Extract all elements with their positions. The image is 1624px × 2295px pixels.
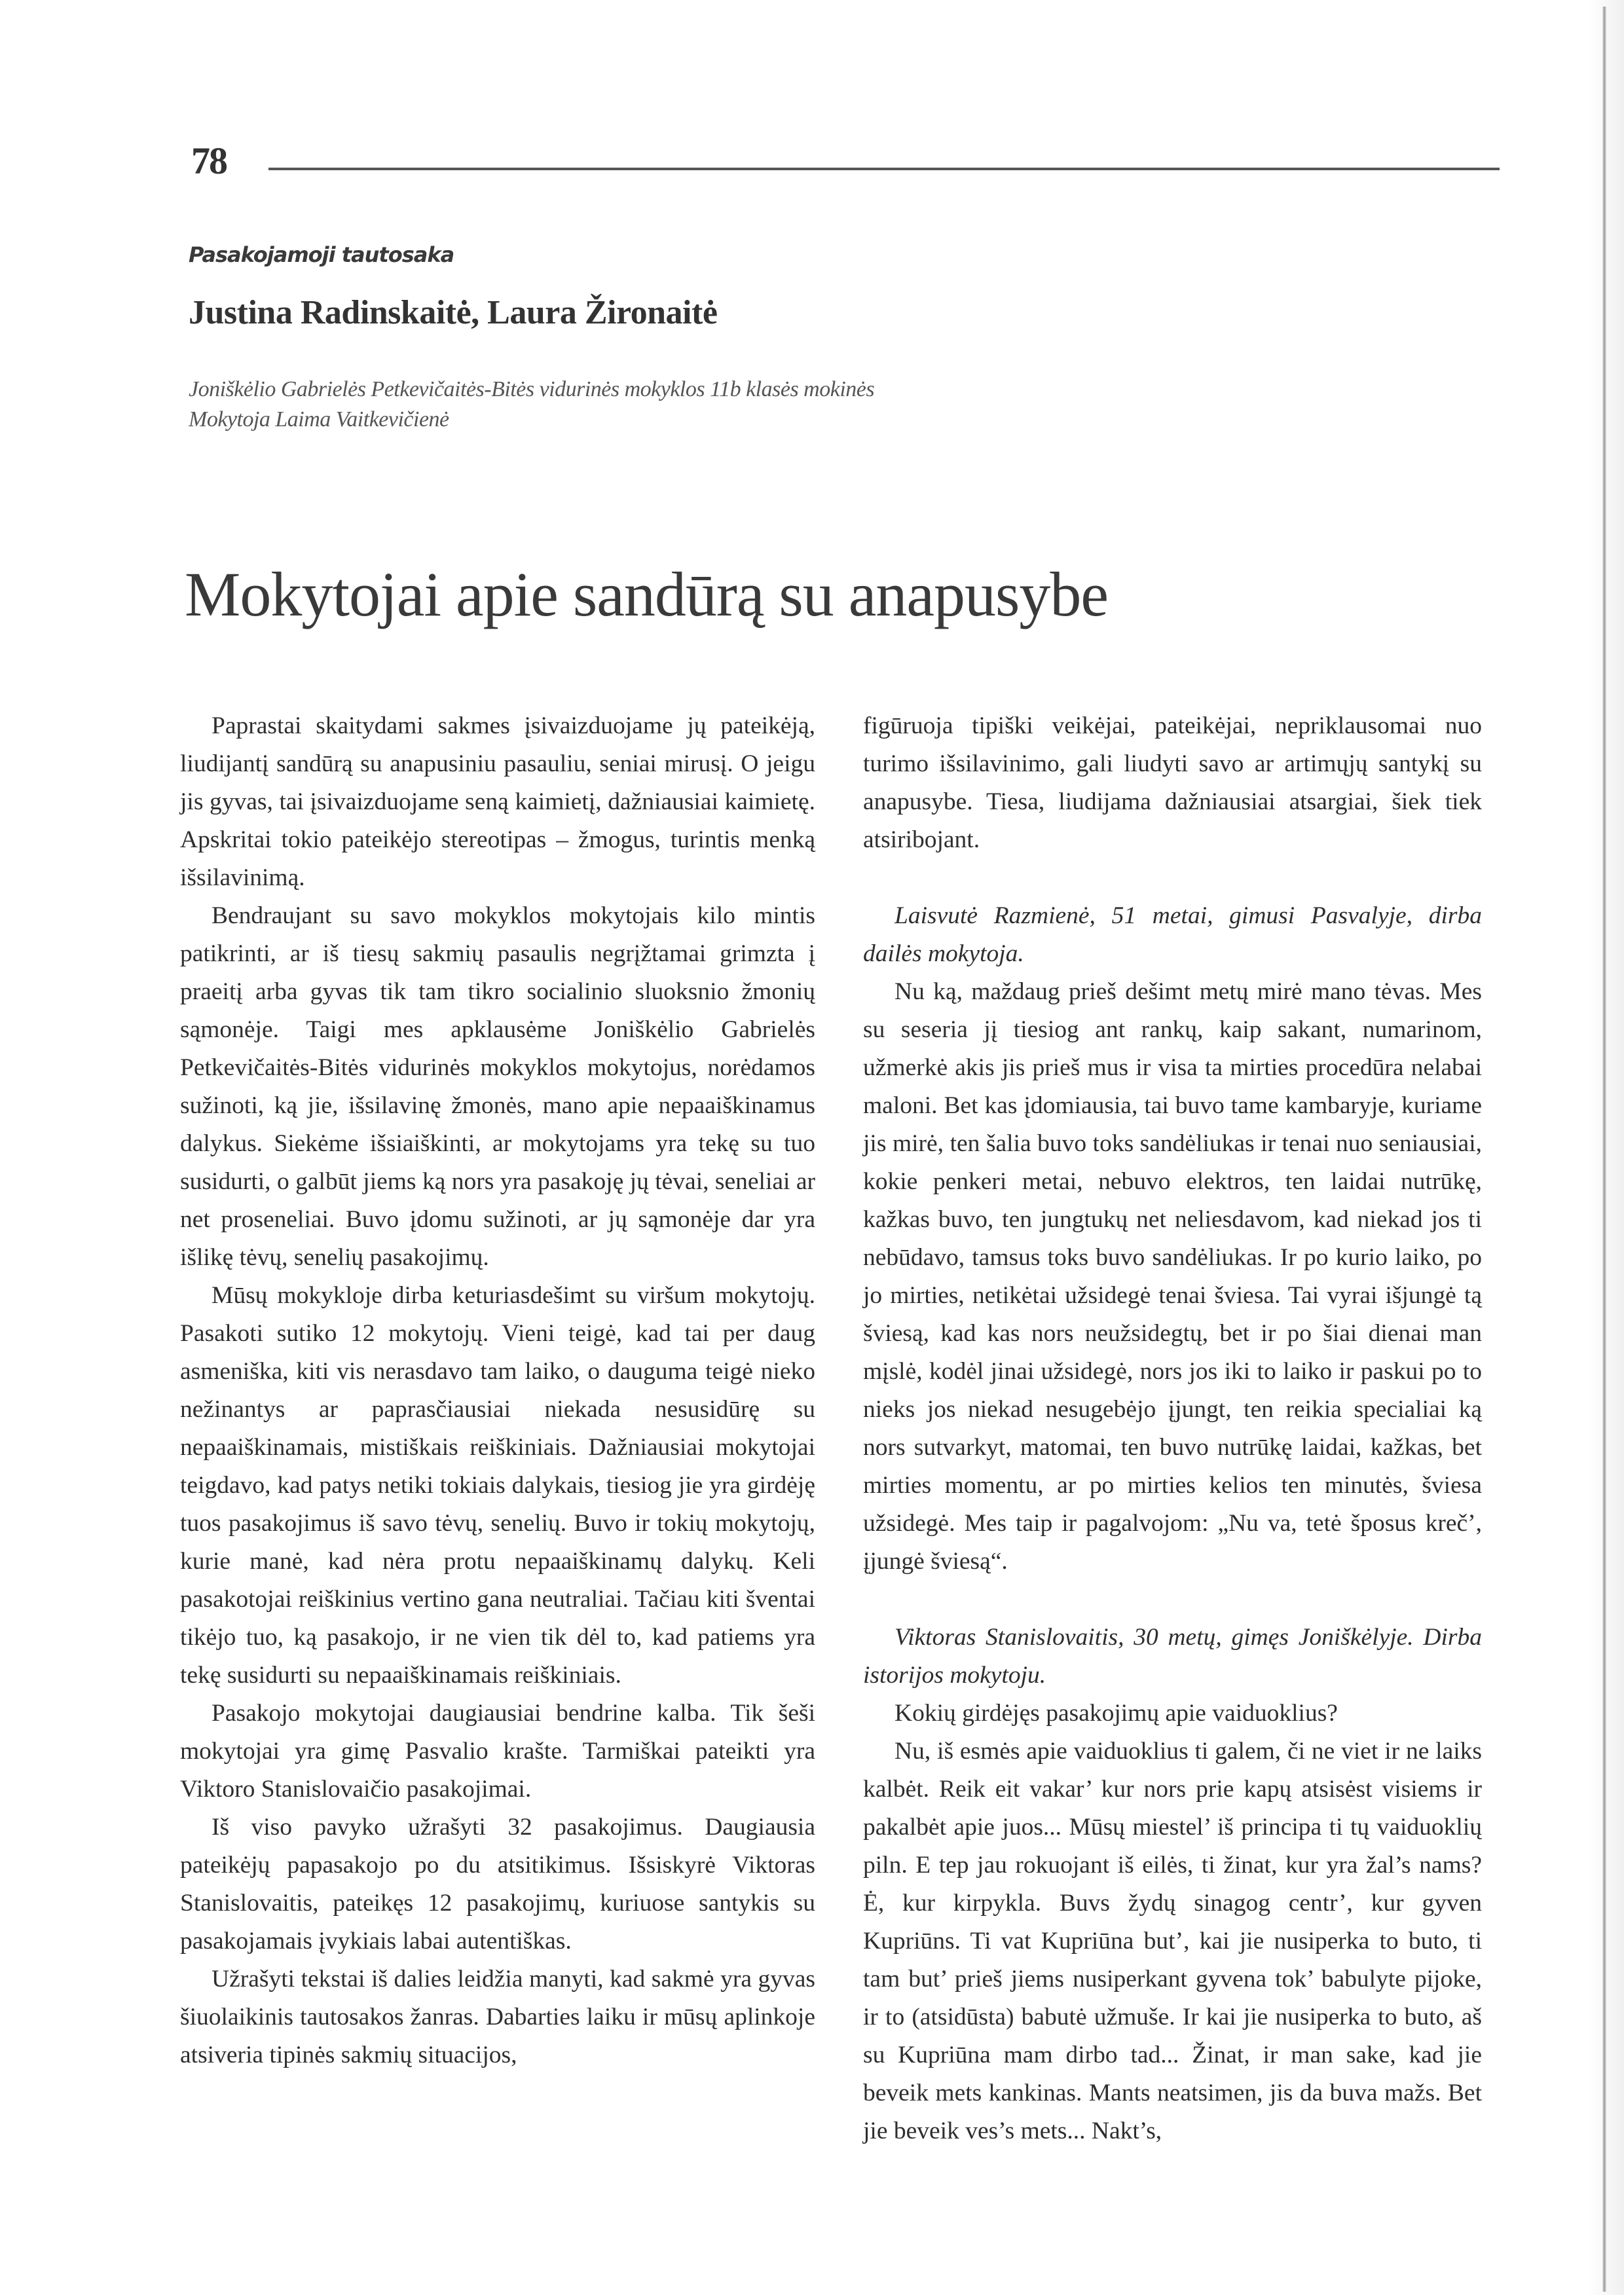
narrator-story: Nu ką, maždaug prieš dešimt metų mirė mano tėvas. Mes su seseria jį tiesiog ant rankų, kaip sakant, numarinom, užmerkė akis jis prieš mus ir visa ta mirties procedūra nelabai maloni. Bet kas įdomiausia, tai buvo tame kambaryje, kuriame jis mirė, ten šalia buvo toks sandėliukas ir tenai nuo seniausiai, kokie penkeri metai, nebuvo elektros, ten laidai nutrūkę, kažkas buvo, ten jungtukų net neliesdavom, kad niekad jos ti nebūdavo, tamsus toks buvo sandėliukas. Ir po kurio laiko, po jo mirties, netikėtai užsidegė tenai šviesa. Tai vyrai išjungė tą šviesą, kad kas nors neužsidegtų, bet ir po šiai dienai man mįslė, kodėl jinai užsidegė, nors jos iki to laiko ir paskui po to nieks jos niekad nesugebėjo įjungt, ten reikia specialiai ką nors sutvarkyt, matomai, ten buvo nutrūkę laidai, kažkas, bet mirties momentu, ar po mirties kelios ten minutės, šviesa užsidegė. Mes taip ir pagalvojom: „Nu va, tetė šposus kreč’, įjungė šviesą“.: [863, 978, 1482, 1575]
paragraph: Pasakojo mokytojai daugiausiai bendrine kalba. Tik šeši mokytojai yra gimę Pasvalio krašte. Tarmiškai pateikti yra Viktoro Stanislovaičio pasakojimai.: [180, 1700, 815, 1803]
narrator-intro: Laisvutė Razmienė, 51 metai, gimusi Pasvalyje, dirba dailės mokytoja.: [863, 902, 1482, 967]
paragraph: Mūsų mokykloje dirba keturiasdešimt su viršum mokytojų. Pasakoti sutiko 12 mokytojų. Vieni teigė, kad tai per daug asmeniška, kiti vis nerasdavo tam laiko, o dauguma teigė nieko nežinantys ar paprasčiausiai niekada nesusidūrę su nepaaiškinamais, mistiškais reiškiniais. Dažniausiai mokytojai teigdavo, kad patys netiki tokiais dalykais, tiesiog jie yra girdėję tuos pasakojimus iš savo tėvų, senelių. Buvo ir tokių mokytojų, kurie manė, kad nėra protu nepaaiškinamų dalykų. Keli pasakotojai reiškinius vertino gana neutraliai. Tačiau kiti šventai tikėjo tuo, ką pasakojo, ir ne vien tik dėl to, kad patiems yra tekę susidurti su nepaaiškinamais reiškiniais.: [180, 1282, 815, 1689]
affiliation: Joniškėlio Gabrielės Petkevičaitės-Bitės vidurinės mokyklos 11b klasės mokinės: [189, 377, 875, 401]
section-label: Pasakojamoji tautosaka: [189, 242, 454, 267]
page-edge-line: [1602, 7, 1606, 2292]
paragraph: Užrašyti tekstai iš dalies leidžia manyti, kad sakmė yra gyvas šiuolaikinis tautosakos žanras. Dabarties laiku ir mūsų aplinkoje atsiveria tipinės sakmių situacijos,: [180, 1966, 815, 2068]
right-column: [863, 707, 1482, 2150]
paragraph-continuation: figūruoja tipiški veikėjai, pateikėjai, nepriklausomai nuo turimo išsilavinimo, gali liudyti savo ar artimųjų santykį su anapusybe. Tiesa, liudijama dažniausiai atsargiai, šiek tiek atsiribojant.: [863, 712, 1482, 853]
left-column: [180, 707, 815, 2074]
narrator-intro: Viktoras Stanislovaitis, 30 metų, gimęs Joniškėlyje. Dirba istorijos mokytoju.: [863, 1624, 1482, 1689]
header-rule: [268, 168, 1500, 170]
paragraph: Paprastai skaitydami sakmes įsivaizduojame jų pateikėją, liudijantį sandūrą su anapusiniu pasauliu, seniai mirusį. O jeigu jis gyvas, tai įsivaizduojame seną kaimietį, dažniausiai kaimietę. Apskritai tokio pateikėjo stereotipas – žmogus, turintis menką išsilavinimą.: [180, 712, 815, 891]
narrator-story: Nu, iš esmės apie vaiduoklius ti galem, či ne viet ir ne laiks kalbėt. Reik eit vakar’ kur nors prie kapų atsisėst visiems ir pakalbėt apie juos... Mūsų miestel’ iš principa ti tų vaiduoklių piln. E tep jau rokuojant iš eilės, ti žinat, kur yra žal’s nams? Ė, kur kirpykla. Buvs žydų sinagog centr’, kur gyven Kupriūns. Ti vat Kupriūna but’, kai jie nusiperka to buto, ti tam but’ prieš jiems nusiperkant gyvena tok’ babulyte pijoke, ir to (atsidūsta) babutė užmuše. Ir kai jie nusiperka to buto, aš su Kupriūna mam dirbo tad... Žinat, ir man sake, kad jie beveik mets kankinas. Mants neatsimen, jis da buva mažs. Bet jie beveik ves’s mets... Nakt’s,: [863, 1738, 1482, 2144]
authors: Justina Radinskaitė, Laura Žironaitė: [189, 294, 718, 331]
paragraph: Iš viso pavyko užrašyti 32 pasakojimus. Daugiausia pateikėjų papasakojo po du atsitikimus. Išsiskyrė Viktoras Stanislovaitis, pateikęs 12 pasakojimų, kuriuose santykis su pasakojamais įvykiais labai autentiškas.: [180, 1814, 815, 1955]
interview-question: Kokių girdėjęs pasakojimų apie vaiduoklius?: [895, 1700, 1338, 1727]
paragraph: Bendraujant su savo mokyklos mokytojais kilo mintis patikrinti, ar iš tiesų sakmių pasaulis negrįžtamai grimzta į praeitį arba gyvas tik tam tikro socialinio sluoksnio žmonių sąmonėje. Taigi mes apklausėme Joniškėlio Gabrielės Petkevičaitės-Bitės vidurinės mokyklos mokytojus, norėdamos sužinoti, ką jie, išsilavinę žmonės, mano apie nepaaiškinamus dalykus. Siekėme išsiaiškinti, ar mokytojams yra tekę su tuo susidurti, o galbūt jiems ką nors yra pasakoję jų tėvai, seneliai ar net proseneliai. Buvo įdomu sužinoti, ar jų sąmonėje dar yra išlikę tėvų, senelių pasakojimų.: [180, 902, 815, 1271]
article-title: Mokytojai apie sandūrą su anapusybe: [185, 559, 1108, 629]
page-number: 78: [191, 139, 227, 182]
teacher-line: Mokytoja Laima Vaitkevičienė: [189, 407, 449, 431]
